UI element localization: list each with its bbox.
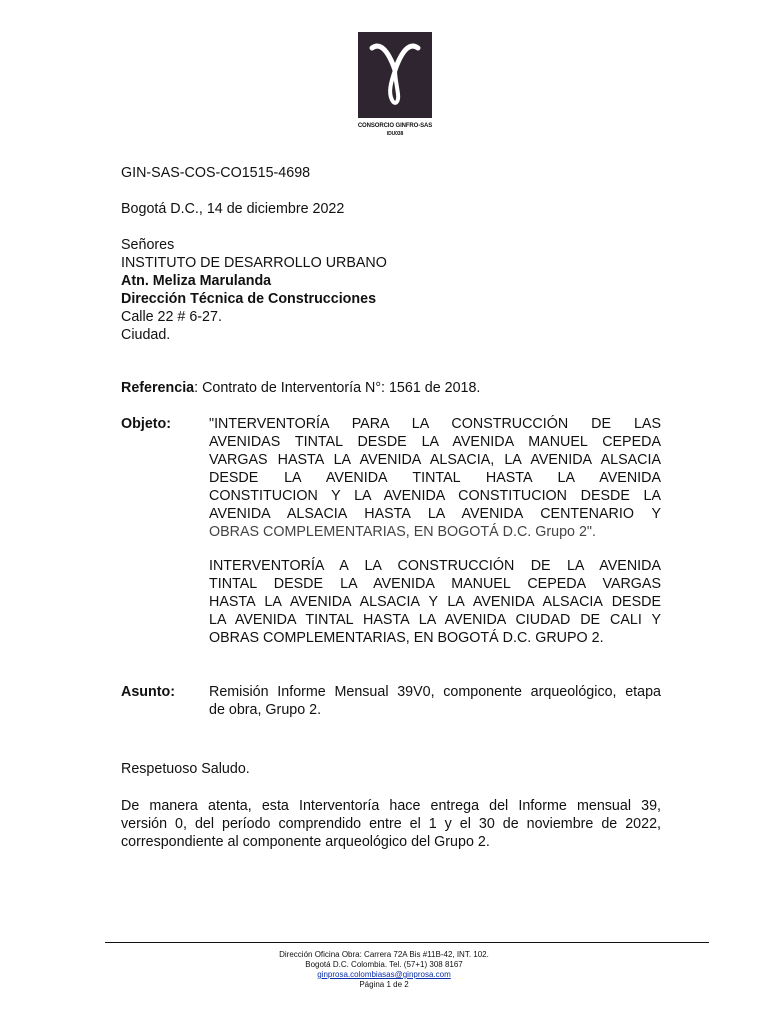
greeting: Respetuoso Saludo. bbox=[121, 761, 250, 777]
company-logo bbox=[358, 32, 432, 118]
objeto-p1-line: CONSTITUCION Y LA AVENIDA CONSTITUCION DESDE LA bbox=[209, 488, 661, 504]
body-paragraph bbox=[121, 797, 661, 851]
body-line: versión 0, del período comprendido entre el 1 y el 30 de noviembre de 2022, bbox=[121, 816, 661, 832]
letter-date: Bogotá D.C., 14 de diciembre 2022 bbox=[121, 201, 345, 217]
objeto-p1-line: VARGAS HASTA LA AVENIDA ALSACIA, LA AVENIDA ALSACIA bbox=[209, 452, 661, 468]
asunto-label: Asunto: bbox=[121, 684, 175, 700]
objeto-p2-line: TINTAL DESDE LA AVENIDA MANUEL CEPEDA VARGAS bbox=[209, 576, 661, 592]
referencia-value: : Contrato de Interventoría N°: 1561 de 2018. bbox=[194, 380, 481, 396]
asunto-line: Remisión Informe Mensual 39V0, componente arqueológico, etapa bbox=[209, 684, 661, 700]
objeto-p1-line: OBRAS COMPLEMENTARIAS, EN BOGOTÁ D.C. Grupo 2". bbox=[209, 524, 596, 540]
footer-email-link[interactable]: ginprosa.colombiasas@ginprosa.com bbox=[317, 970, 451, 979]
logo-company-code: IDU038 bbox=[386, 131, 404, 137]
asunto-line: de obra, Grupo 2. bbox=[209, 702, 322, 718]
referencia-block bbox=[121, 379, 480, 397]
objeto-paragraph-2 bbox=[209, 557, 661, 647]
addressee-city: Ciudad. bbox=[121, 327, 171, 343]
addressee-attention: Atn. Meliza Marulanda bbox=[121, 273, 272, 289]
addressee-department: Dirección Técnica de Construcciones bbox=[121, 291, 377, 307]
footer-divider bbox=[105, 942, 709, 943]
addressee-institution: INSTITUTO DE DESARROLLO URBANO bbox=[121, 255, 387, 271]
footer-email-row bbox=[0, 970, 768, 980]
objeto-p2-line: LA AVENIDA TINTAL HASTA LA AVENIDA CIUDAD DE CALI Y bbox=[209, 612, 661, 628]
objeto-p1-line: "INTERVENTORÍA PARA LA CONSTRUCCIÓN DE LAS bbox=[209, 416, 661, 432]
objeto-paragraph-1 bbox=[209, 415, 661, 541]
addressee-salutation: Señores bbox=[121, 237, 175, 253]
addressee-street: Calle 22 # 6-27. bbox=[121, 309, 222, 325]
footer-city-phone: Bogotá D.C. Colombia. Tel. (57+1) 308 8167 bbox=[305, 960, 463, 969]
footer-address: Dirección Oficina Obra: Carrera 72A Bis #11B-42, INT. 102. bbox=[279, 950, 489, 959]
objeto-p1-line: AVENIDA ALSACIA HASTA LA AVENIDA CENTENARIO Y bbox=[209, 506, 661, 522]
body-line: correspondiente al componente arqueológico del Grupo 2. bbox=[121, 834, 490, 850]
objeto-p1-line: DESDE LA AVENIDA TINTAL HASTA LA AVENIDA bbox=[209, 470, 661, 486]
body-line: De manera atenta, esta Interventoría hace entrega del Informe mensual 39, bbox=[121, 798, 661, 814]
objeto-p2-line: OBRAS COMPLEMENTARIAS, EN BOGOTÁ D.C. GRUPO 2. bbox=[209, 630, 604, 646]
objeto-p2-line: HASTA LA AVENIDA ALSACIA Y LA AVENIDA ALSACIA DESDE bbox=[209, 594, 661, 610]
logo-company-name: CONSORCIO GINFRO-SAS bbox=[357, 123, 433, 129]
objeto-p2-line: INTERVENTORÍA A LA CONSTRUCCIÓN DE LA AVENIDA bbox=[209, 558, 661, 574]
logo-mark-icon bbox=[358, 32, 432, 118]
letter-reference-code: GIN-SAS-COS-CO1515-4698 bbox=[121, 165, 311, 181]
footer-page-number: Página 1 de 2 bbox=[359, 980, 409, 989]
referencia-label: Referencia bbox=[121, 380, 195, 396]
objeto-label: Objeto: bbox=[121, 416, 172, 432]
asunto-value bbox=[209, 683, 661, 719]
objeto-p1-line: AVENIDAS TINTAL DESDE LA AVENIDA MANUEL CEPEDA bbox=[209, 434, 661, 450]
